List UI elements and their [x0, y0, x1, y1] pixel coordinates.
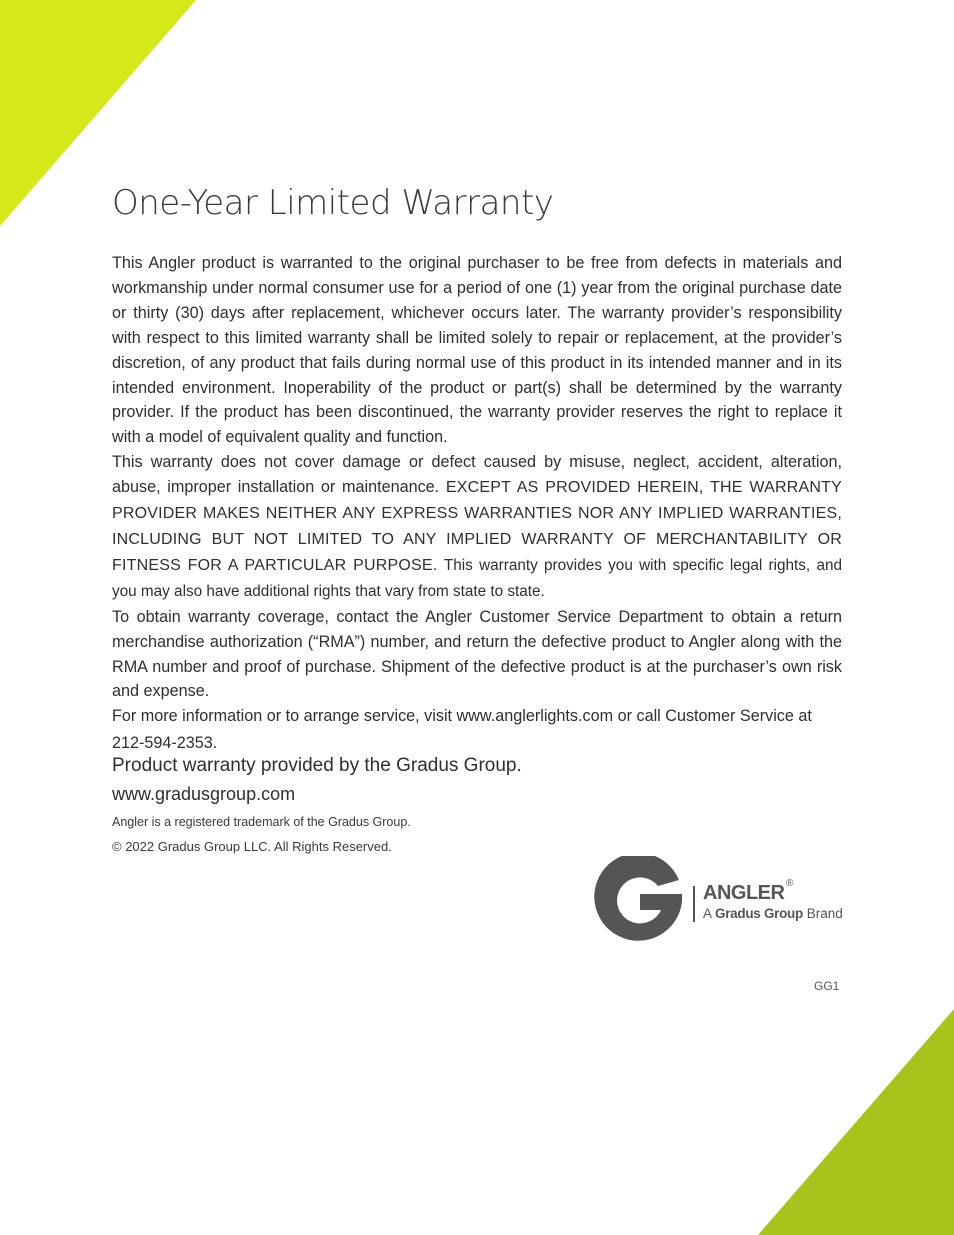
warranty-paragraph-contact: For more information or to arrange service, visit www.anglerlights.com or call Customer Service at: [112, 707, 812, 726]
logo-divider: [693, 886, 695, 922]
document-code: GG1: [814, 979, 840, 993]
registered-mark: ®: [786, 878, 794, 889]
customer-service-phone: 212-594-2353.: [112, 734, 218, 753]
disclaimer-caps: EXCEPT AS PROVIDED HEREIN, THE WARRANTY PROVIDER MAKES NEITHER ANY EXPRESS WARRANTIES NOR ANY IMPLIED WARRANTIES, INCLUDING BUT NOT LIMITED TO ANY IMPLIED WARRANTY OF MERCHANTABILITY OR FITNESS FOR A PARTICULAR PURPOSE.: [112, 479, 842, 574]
provided-by-text: Product warranty provided by the Gradus Group.: [112, 755, 522, 776]
gradus-g-logo-icon: [594, 856, 686, 948]
brand-tagline: [703, 906, 843, 921]
tagline-prefix: A: [703, 906, 712, 921]
tagline-suffix: Brand: [806, 906, 843, 921]
trademark-notice: Angler is a registered trademark of the Gradus Group.: [112, 815, 411, 829]
exclusions-lead: This warranty does not cover damage or defect caused by misuse, neglect, accident, alteration, abuse, improper installation or maintenance.: [112, 453, 842, 497]
bottom-right-accent-triangle: [758, 1009, 954, 1235]
brand-name: ANGLER: [703, 882, 785, 904]
tagline-group: Gradus Group: [715, 906, 803, 921]
warranty-paragraph-claims: To obtain warranty coverage, contact the Angler Customer Service Department to obtain a return merchandise authorization (“RMA”) number, and return the defective product to Angler along with the RMA number and proof of purchase. Shipment of the defective product is at the purchaser’s own risk and expense.: [112, 607, 842, 701]
page-title: One-Year Limited Warranty: [112, 183, 554, 223]
legal-rights-text: This warranty provides you with specific legal rights, and you may also have additional rights that vary from state to state.: [112, 556, 842, 600]
warranty-body: [112, 251, 842, 756]
copyright-notice: © 2022 Gradus Group LLC. All Rights Reserved.: [112, 839, 392, 854]
website-link[interactable]: www.gradusgroup.com: [112, 784, 296, 804]
warranty-paragraph-exclusions: [112, 450, 842, 604]
warranty-paragraph-coverage: This Angler product is warranted to the original purchaser to be free from defects in materials and workmanship under normal consumer use for a period of one (1) year from the original purchase date or thirty (30) days after replacement, whichever occurs later. The warranty provider’s responsibility with respect to this limited warranty shall be limited solely to repair or replacement, at the provider’s discretion, of any product that fails during normal use of this product in its intended manner and in its intended environment. Inoperability of the product or part(s) shall be determined by the warranty provider. If the product has been discontinued, the warranty provider reserves the right to replace it with a model of equivalent quality and function.: [112, 254, 842, 447]
